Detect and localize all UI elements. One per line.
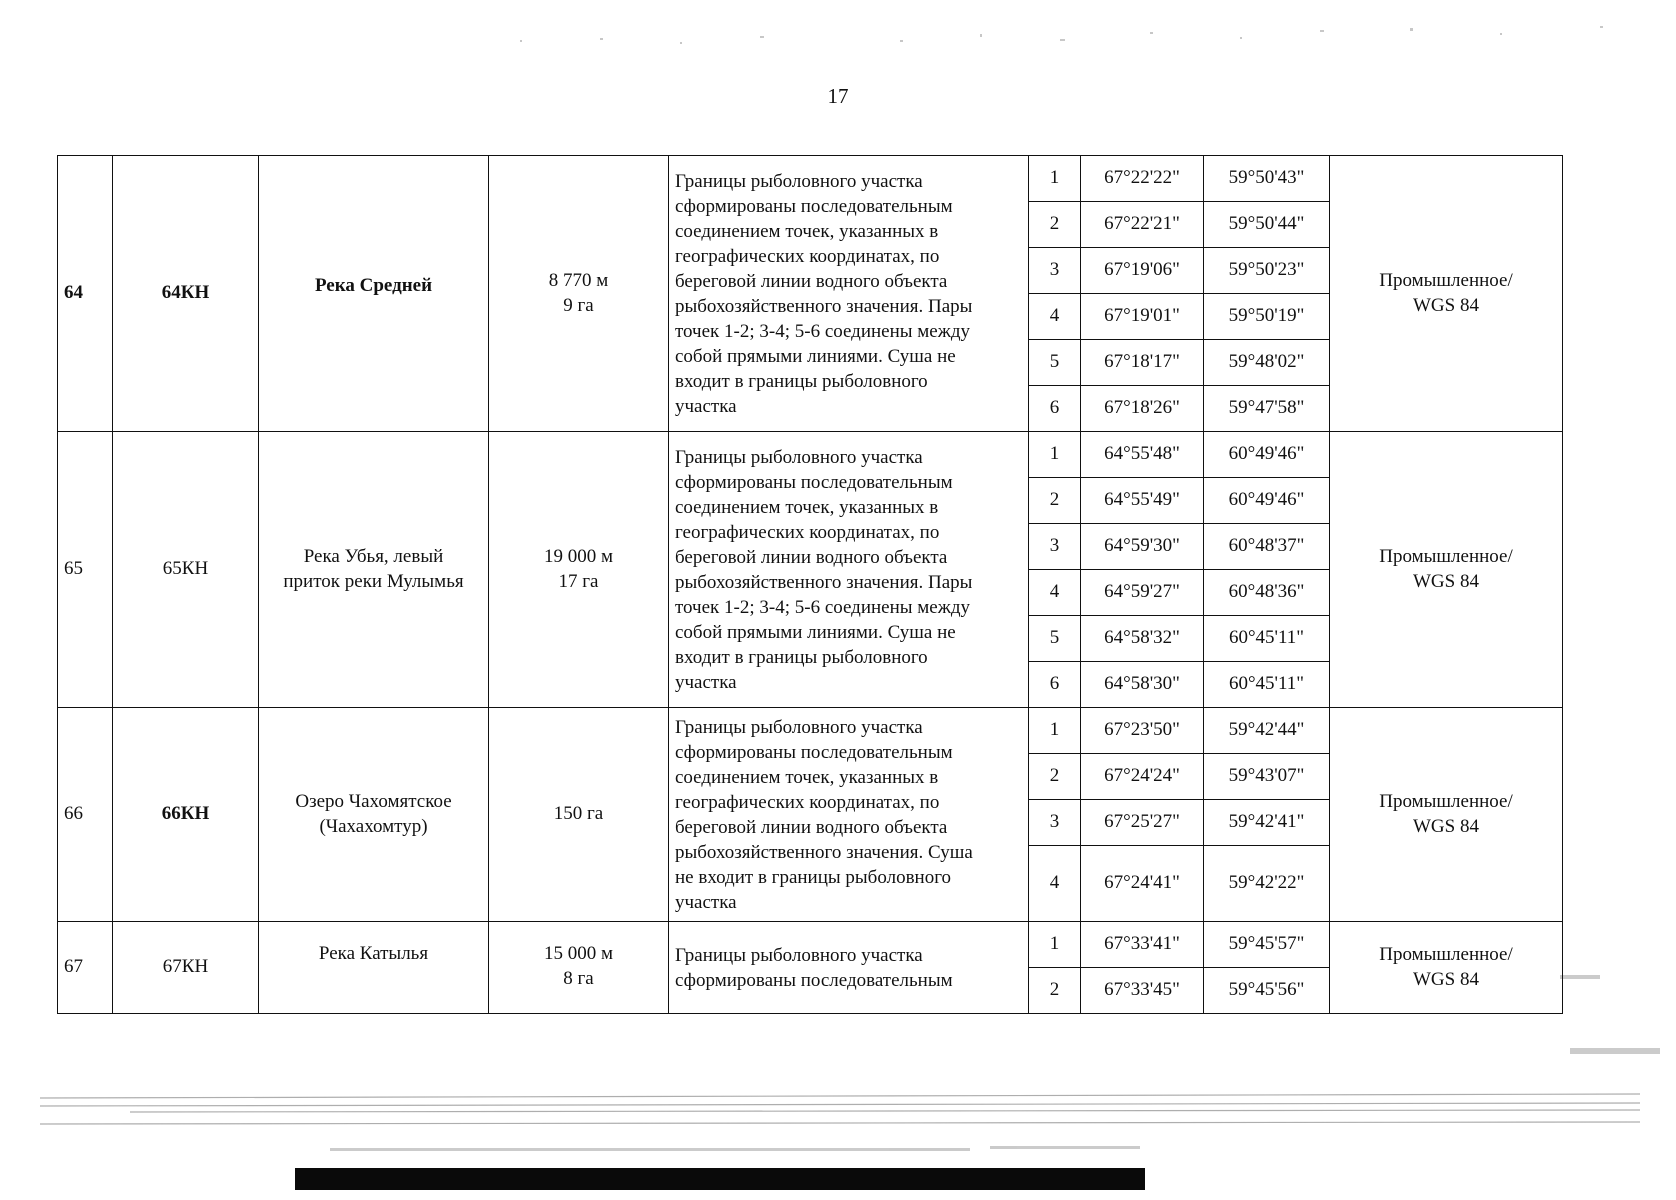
area-size (489, 432, 669, 708)
fishing-areas-table (57, 155, 1563, 1014)
cell-line: Границы рыболовного участка (675, 716, 923, 738)
cell-line: входит в границы рыболовного (675, 646, 928, 668)
cell-line: собой прямыми линиями. Суша не (675, 345, 956, 367)
cell-line: географических координатах, по (675, 791, 940, 813)
cell-line: Промышленное/ (1379, 943, 1513, 965)
point-longitude: 59°45'56" (1204, 968, 1330, 1014)
point-latitude: 67°18'17" (1081, 340, 1204, 386)
point-index: 3 (1029, 524, 1081, 570)
point-longitude: 59°50'19" (1204, 294, 1330, 340)
point-index: 3 (1029, 248, 1081, 294)
cell-line: 9 га (563, 294, 594, 316)
boundary-description (669, 432, 1029, 708)
point-latitude: 67°24'41" (1081, 846, 1204, 922)
cell-line: Промышленное/ (1379, 790, 1513, 812)
cell-line: 8 770 м (548, 269, 609, 291)
usage-type (1330, 708, 1563, 922)
cell-line: Границы рыболовного участка (675, 170, 923, 192)
cell-line: Река Катылья (318, 943, 429, 964)
cell-line: 8 га (563, 967, 594, 989)
point-index: 4 (1029, 294, 1081, 340)
point-latitude: 67°22'22" (1081, 156, 1204, 202)
point-latitude: 67°18'26" (1081, 386, 1204, 432)
row-number: 67 (58, 922, 113, 1014)
water-body-name (259, 156, 489, 432)
cell-line: собой прямыми линиями. Суша не (675, 621, 956, 643)
cell-line: Промышленное/ (1379, 269, 1513, 291)
point-latitude: 67°19'01" (1081, 294, 1204, 340)
point-longitude: 59°43'07" (1204, 754, 1330, 800)
point-latitude: 67°24'24" (1081, 754, 1204, 800)
point-index: 6 (1029, 386, 1081, 432)
point-longitude: 60°48'37" (1204, 524, 1330, 570)
point-latitude: 67°23'50" (1081, 708, 1204, 754)
area-size (489, 156, 669, 432)
row-number: 64 (58, 156, 113, 432)
page-number: 17 (827, 84, 849, 108)
cell-line: рыбохозяйственного значения. Пары (675, 571, 973, 593)
boundary-description (669, 156, 1029, 432)
cell-line: Река Убья, левый (303, 545, 444, 567)
point-longitude: 60°49'46" (1204, 432, 1330, 478)
cell-line: Границы рыболовного участка (675, 944, 923, 966)
cell-line: WGS 84 (1413, 570, 1479, 592)
table-body (58, 156, 1563, 1014)
area-code: 65КН (113, 432, 259, 708)
point-index: 1 (1029, 708, 1081, 754)
area-code: 66КН (113, 708, 259, 922)
point-latitude: 67°25'27" (1081, 800, 1204, 846)
point-index: 2 (1029, 478, 1081, 524)
point-index: 5 (1029, 616, 1081, 662)
point-longitude: 59°50'43" (1204, 156, 1330, 202)
point-latitude: 67°22'21" (1081, 202, 1204, 248)
cell-line: Промышленное/ (1379, 545, 1513, 567)
cell-line: сформированы последовательным (675, 195, 953, 217)
cell-line: участка (675, 395, 737, 417)
table-row (58, 156, 1563, 202)
point-longitude: 59°45'57" (1204, 922, 1330, 968)
row-number: 65 (58, 432, 113, 708)
point-latitude: 64°58'30" (1081, 662, 1204, 708)
table-row (58, 708, 1563, 754)
usage-type (1330, 156, 1563, 432)
cell-line: географических координатах, по (675, 521, 940, 543)
point-index: 3 (1029, 800, 1081, 846)
point-index: 1 (1029, 922, 1081, 968)
point-longitude: 60°49'46" (1204, 478, 1330, 524)
cell-line: географических координатах, по (675, 245, 940, 267)
cell-line: 17 га (558, 570, 599, 592)
cell-line: WGS 84 (1413, 815, 1479, 837)
point-index: 4 (1029, 570, 1081, 616)
point-latitude: 67°33'41" (1081, 922, 1204, 968)
cell-line: сформированы последовательным (675, 969, 953, 991)
cell-line: сформированы последовательным (675, 741, 953, 763)
point-latitude: 64°55'49" (1081, 478, 1204, 524)
cell-line: Озеро Чахомятское (295, 790, 452, 812)
area-size (489, 922, 669, 1014)
cell-line: соединением точек, указанных в (675, 496, 939, 518)
cell-line: Река Средней (314, 275, 433, 296)
cell-line: 150 га (553, 803, 604, 825)
cell-line: береговой линии водного объекта (675, 270, 948, 292)
cell-line: 19 000 м (543, 545, 614, 567)
cell-line: рыбохозяйственного значения. Пары (675, 295, 973, 317)
cell-line: соединением точек, указанных в (675, 220, 939, 242)
usage-type (1330, 922, 1563, 1014)
point-latitude: 64°55'48" (1081, 432, 1204, 478)
point-longitude: 60°48'36" (1204, 570, 1330, 616)
point-latitude: 67°33'45" (1081, 968, 1204, 1014)
cell-line: соединением точек, указанных в (675, 766, 939, 788)
area-code: 67КН (113, 922, 259, 1014)
point-latitude: 64°58'32" (1081, 616, 1204, 662)
water-body-name (259, 708, 489, 922)
cell-line: рыбохозяйственного значения. Суша (675, 841, 973, 863)
cell-line: сформированы последовательным (675, 471, 953, 493)
point-index: 1 (1029, 432, 1081, 478)
cell-line: 15 000 м (543, 943, 614, 964)
point-longitude: 60°45'11" (1204, 662, 1330, 708)
area-code: 64КН (113, 156, 259, 432)
cell-line: береговой линии водного объекта (675, 546, 948, 568)
point-index: 6 (1029, 662, 1081, 708)
point-index: 5 (1029, 340, 1081, 386)
table-row (58, 432, 1563, 478)
table-row (58, 922, 1563, 968)
cell-line: участка (675, 891, 737, 913)
point-longitude: 59°42'41" (1204, 800, 1330, 846)
cell-line: (Чахахомтур) (319, 815, 428, 837)
boundary-description (669, 708, 1029, 922)
cell-line: точек 1-2; 3-4; 5-6 соединены между (675, 596, 971, 618)
point-index: 1 (1029, 156, 1081, 202)
row-number: 66 (58, 708, 113, 922)
water-body-name (259, 922, 489, 1014)
point-longitude: 59°42'22" (1204, 846, 1330, 922)
point-latitude: 67°19'06" (1081, 248, 1204, 294)
point-index: 2 (1029, 202, 1081, 248)
cell-line: WGS 84 (1413, 968, 1479, 990)
point-longitude: 59°42'44" (1204, 708, 1330, 754)
point-latitude: 64°59'30" (1081, 524, 1204, 570)
cell-line: входит в границы рыболовного (675, 370, 928, 392)
point-longitude: 59°50'44" (1204, 202, 1330, 248)
cell-line: точек 1-2; 3-4; 5-6 соединены между (675, 320, 971, 342)
cell-line: приток реки Мулымья (283, 570, 464, 592)
cell-line: Границы рыболовного участка (675, 446, 923, 468)
point-longitude: 59°50'23" (1204, 248, 1330, 294)
point-longitude: 60°45'11" (1204, 616, 1330, 662)
point-longitude: 59°48'02" (1204, 340, 1330, 386)
point-index: 2 (1029, 968, 1081, 1014)
usage-type (1330, 432, 1563, 708)
cell-line: участка (675, 671, 737, 693)
boundary-description (669, 922, 1029, 1014)
cell-line: не входит в границы рыболовного (675, 866, 952, 888)
cell-line: береговой линии водного объекта (675, 816, 948, 838)
cell-line: WGS 84 (1413, 294, 1479, 316)
point-index: 2 (1029, 754, 1081, 800)
area-size (489, 708, 669, 922)
point-longitude: 59°47'58" (1204, 386, 1330, 432)
point-index: 4 (1029, 846, 1081, 922)
point-latitude: 64°59'27" (1081, 570, 1204, 616)
water-body-name (259, 432, 489, 708)
redaction-bar (295, 1168, 1145, 1190)
